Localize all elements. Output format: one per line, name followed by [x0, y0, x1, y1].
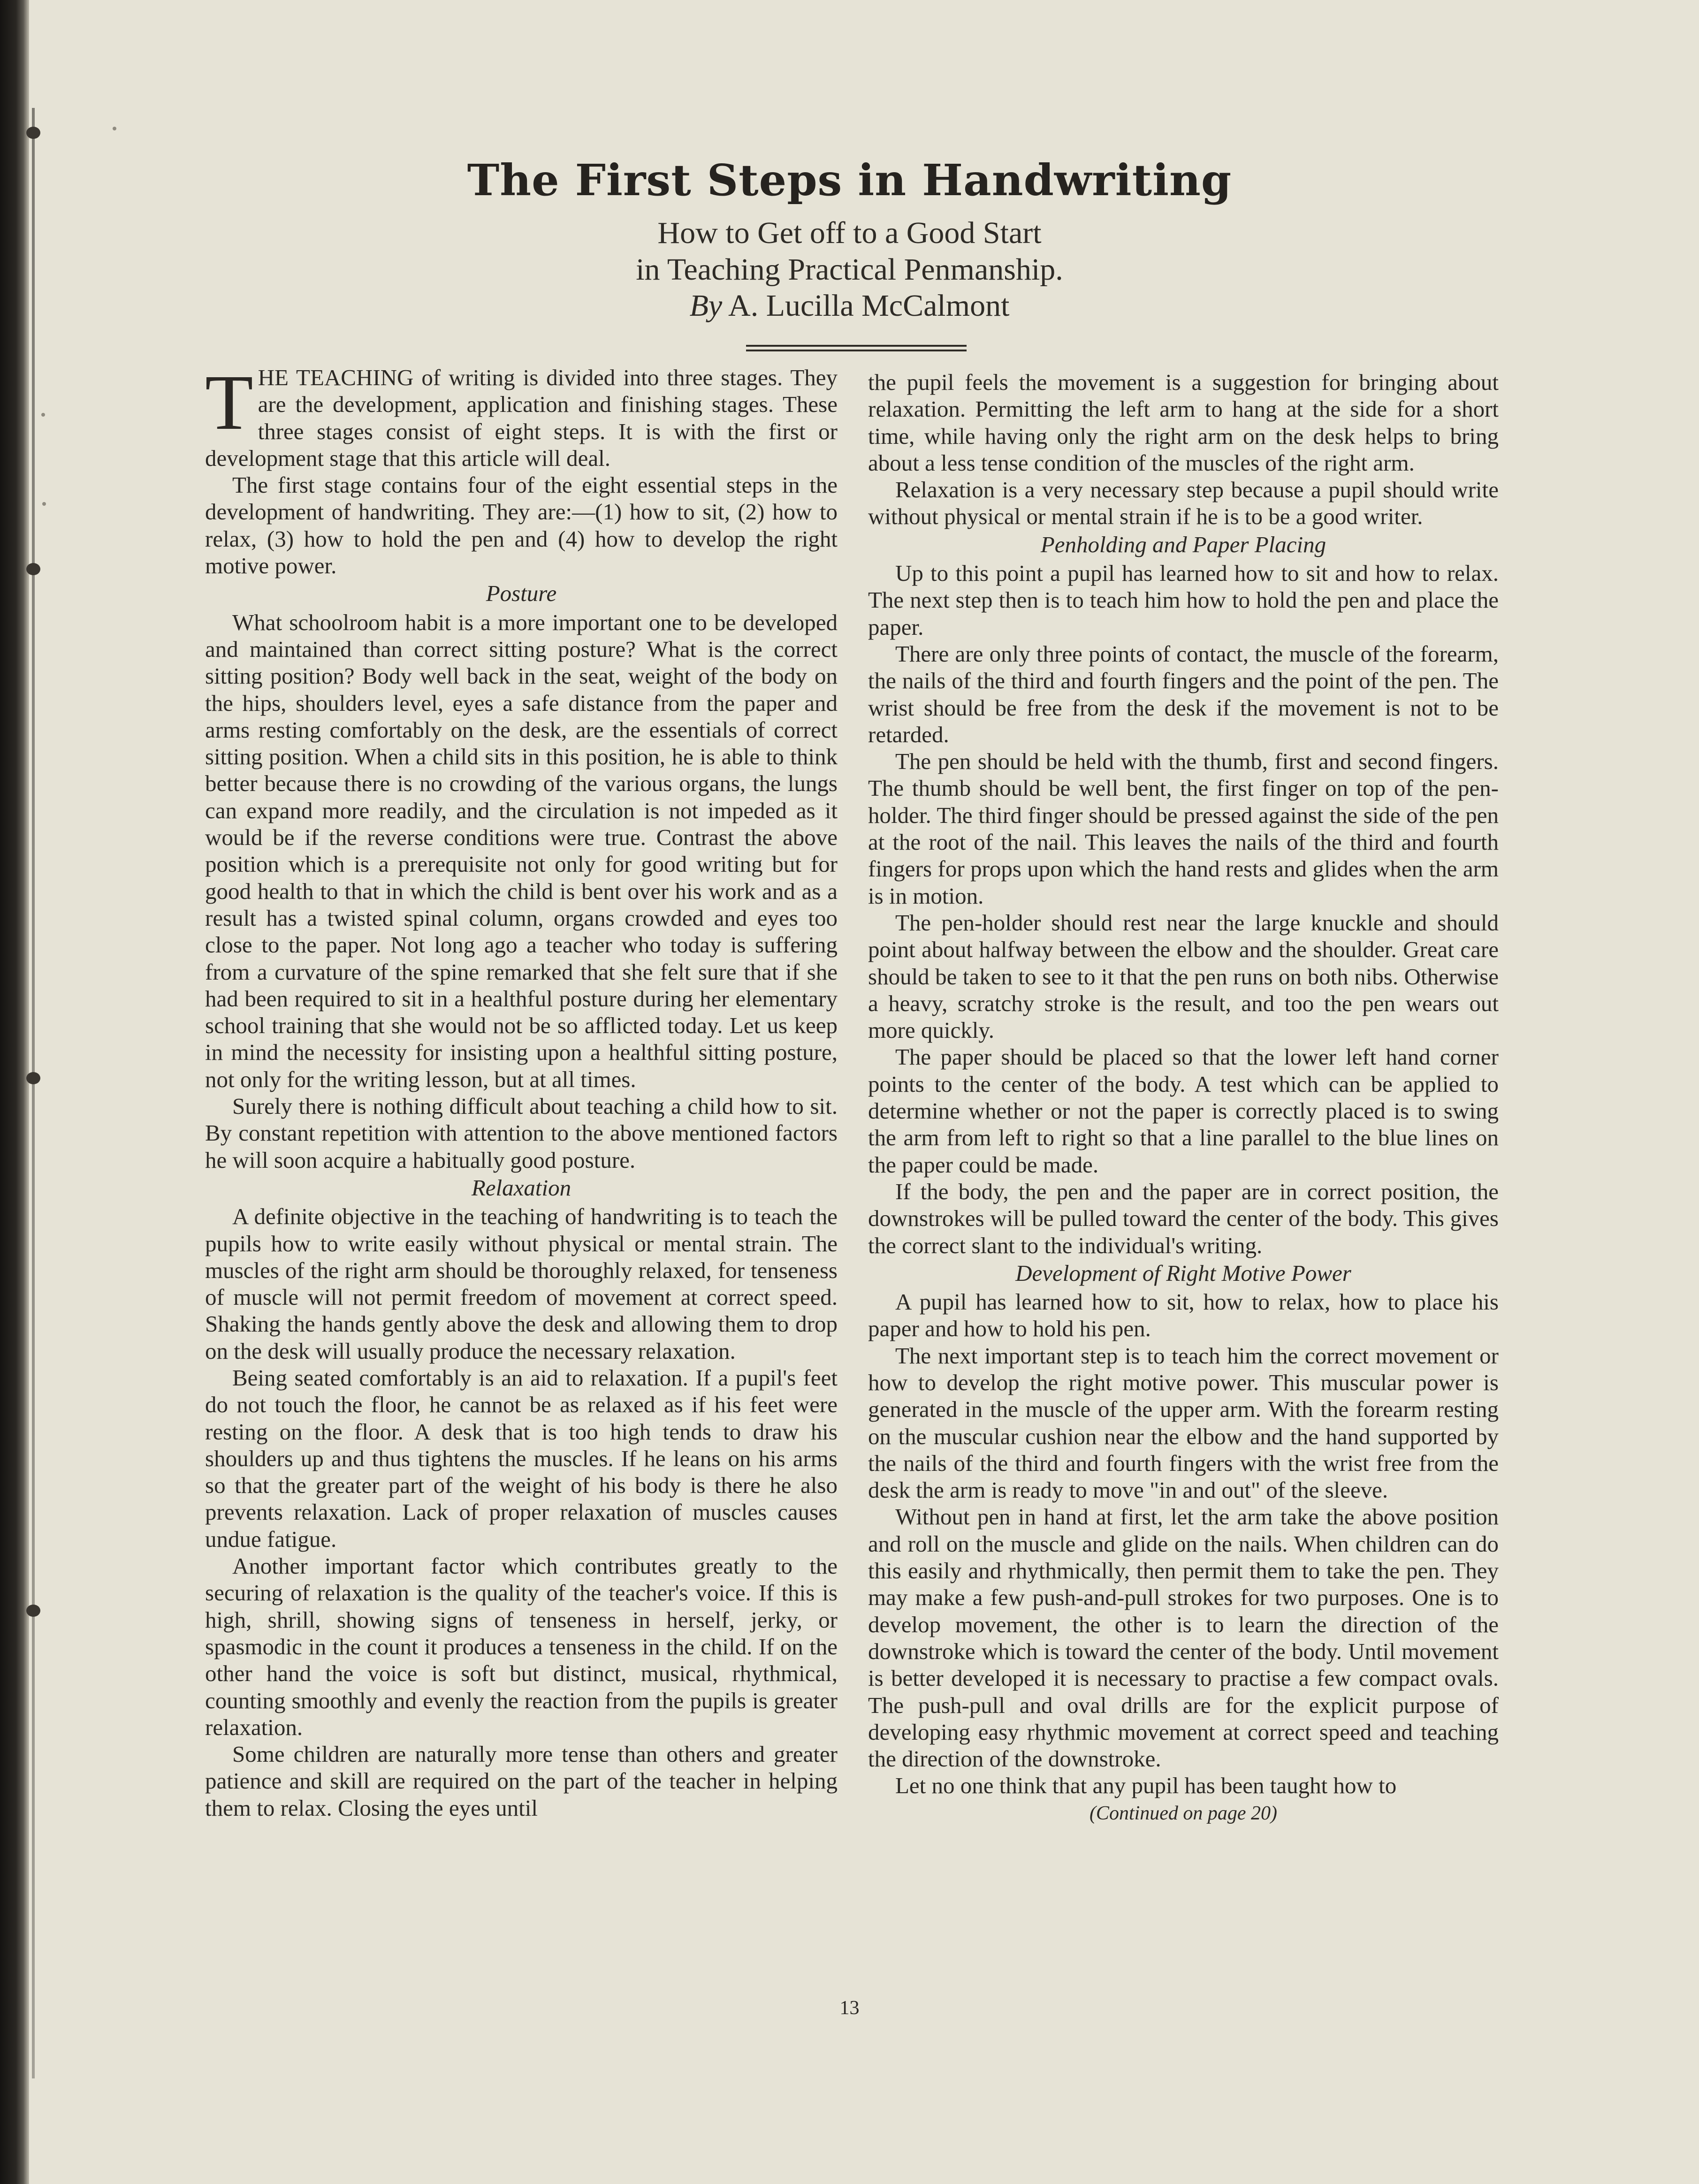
paragraph: There are only three points of contact, the muscle of the forearm, the nails of the third and fourth fingers and the point of the pen. The wrist should be free from the desk if the movement is not to be retarded.	[868, 640, 1499, 747]
title-divider-top	[746, 345, 967, 347]
section-heading-penholding: Penholding and Paper Placing	[1040, 531, 1326, 557]
paragraph: Another important factor which contributes greatly to the securing of relaxation is the quality of the teacher's voice. If this is high, shrill, showing signs of tenseness in herself, jerky, or spasmodic in the count it produces a tenseness in the child. If on the other hand the voice is soft but distinct, musical, rhythmical, counting smoothly and evenly the reaction from the pupils is greater relaxation.	[205, 1553, 838, 1740]
intro-text: HE TEACHING of writing is divided into three stages. They are the development, application and finishing stages. These three stages consist of eight steps. It is with the first or development stage that this article will deal.	[205, 365, 838, 471]
title-divider-bottom	[746, 350, 967, 351]
paragraph: Relaxation is a very necessary step because a pupil should write without physical or mental strain if he is to be a good writer.	[868, 477, 1499, 530]
paragraph: The paper should be placed so that the lower left hand corner points to the center of the body. A test which can be applied to determine whether or not the paper is correctly placed is to swing the arm from left to right so that a line parallel to the blue lines on the paper could be made.	[868, 1044, 1499, 1178]
right-column	[868, 369, 1499, 1827]
left-column	[205, 359, 838, 1821]
paragraph: A pupil has learned how to sit, how to relax, how to place his paper and how to hold his pen.	[868, 1289, 1499, 1342]
section-heading-relaxation: Relaxation	[471, 1174, 571, 1201]
article-subtitle-line-2: in Teaching Practical Penmanship.	[636, 252, 1063, 287]
paragraph: Up to this point a pupil has learned how to sit and how to relax. The next step then is to teach him how to hold the pen and place the paper.	[868, 560, 1499, 640]
paragraph: Being seated comfortably is an aid to relaxation. If a pupil's feet do not touch the floor, he cannot be as relaxed as if his feet were resting on the floor. A desk that is too high tends to draw his shoulders up and thus tightens the muscles. If he leans on his arms so that the greater part of the weight of his body is there he also prevents relaxation. Lack of proper relaxation of muscles causes undue fatigue.	[205, 1364, 838, 1552]
paragraph: A definite objective in the teaching of handwriting is to teach the pupils how to write easily without physical or mental strain. The muscles of the right arm should be thoroughly relaxed, for tenseness of muscle will not permit freedom of movement at correct speed. Shaking the hands gently above the desk and allowing them to drop on the desk will usually produce the necessary relaxation.	[205, 1203, 838, 1364]
drop-cap: T	[205, 359, 253, 446]
paragraph: the pupil feels the movement is a suggestion for bringing about relaxation. Permitting the left arm to hang at the side for a short time, while having only the right arm on the desk helps to bring about a less tense condition of the muscles of the right arm.	[868, 369, 1499, 476]
paragraph: The pen-holder should rest near the large knuckle and should point about halfway between the elbow and the shoulder. Great care should be taken to see to it that the pen runs on both nibs. Otherwise a heavy, scratchy stroke is the result, and too the pen wears out more quickly.	[868, 909, 1499, 1043]
byline-prefix: By	[689, 289, 723, 323]
paragraph: If the body, the pen and the paper are in correct position, the downstrokes will be pulled toward the center of the body. This gives the correct slant to the individual's writing.	[868, 1178, 1499, 1258]
article-title: The First Steps in Handwriting	[467, 155, 1232, 205]
paragraph: The pen should be held with the thumb, first and second fingers. The thumb should be well bent, the first finger on top of the pen-holder. The third finger should be pressed against the side of the pen at the root of the nail. This leaves the nails of the third and fourth fingers for props upon which the hand rests and glides when the arm is in motion.	[868, 748, 1499, 909]
continued-notice: (Continued on page 20)	[1089, 1802, 1278, 1824]
paragraph: Without pen in hand at first, let the arm take the above position and roll on the muscle and glide on the nails. When children can do this easily and rhythmically, then permit them to take the pen. They may make a few push-and-pull strokes for two purposes. One is to develop movement, the other is to learn the direction of the downstroke which is toward the center of the body. Until movement is better developed it is necessary to practise a few compact ovals. The push-pull and oval drills are for the explicit purpose of developing easy rhythmic movement at correct speed and teaching the direction of the downstroke.	[868, 1504, 1499, 1772]
paragraph: The first stage contains four of the eight essential steps in the development of handwriting. They are:—(1) how to sit, (2) how to relax, (3) how to hold the pen and (4) how to develop the right motive power.	[205, 472, 838, 579]
paragraph: Some children are naturally more tense than others and greater patience and skill are required on the part of the teacher in helping them to relax. Closing the eyes until	[205, 1741, 838, 1821]
article-byline	[0, 288, 1699, 324]
paragraph: The next important step is to teach him the correct movement or how to develop the right motive power. This muscular power is generated in the muscle of the upper arm. With the forearm resting on the muscular cushion near the elbow and the hand supported by the nails of the third and fourth fingers with the wrist free from the desk the arm is ready to move "in and out" of the sleeve.	[868, 1342, 1499, 1503]
paragraph: Let no one think that any pupil has been taught how to	[895, 1773, 1397, 1799]
article-subtitle-line-1: How to Get off to a Good Start	[657, 216, 1042, 250]
section-heading-posture: Posture	[486, 580, 557, 607]
byline-author: A. Lucilla McCalmont	[728, 289, 1010, 323]
intro-paragraph	[205, 359, 838, 472]
section-heading-motive-power: Development of Right Motive Power	[1015, 1260, 1351, 1286]
paragraph: Surely there is nothing difficult about teaching a child how to sit. By constant repetition with attention to the above mentioned factors he will soon acquire a habitually good posture.	[205, 1093, 838, 1173]
paragraph: What schoolroom habit is a more important one to be developed and maintained than correct sitting posture? What is the correct sitting position? Body well back in the seat, weight of the body on the hips, shoulders level, eyes a safe distance from the paper and arms resting comfortably on the desk, are the essentials of correct sitting position. When a child sits in this position, he is able to think better because there is no crowding of the various organs, the lungs can expand more readily, and the circulation is not impeded as it would be if the reverse conditions were true. Contrast the above position which is a prerequisite not only for good writing but for good health to that in which the child is bent over his work and as a result has a twisted spinal column, organs crowded and eyes too close to the paper. Not long ago a teacher who today is suffering from a curvature of the spine remarked that she felt sure that if she had been required to sit in a healthful posture during her elementary school training that she would not be so afflicted today. Let us keep in mind the necessity for insisting upon a healthful sitting posture, not only for the writing lesson, but at all times.	[205, 609, 838, 1092]
page-number: 13	[839, 1997, 860, 2019]
